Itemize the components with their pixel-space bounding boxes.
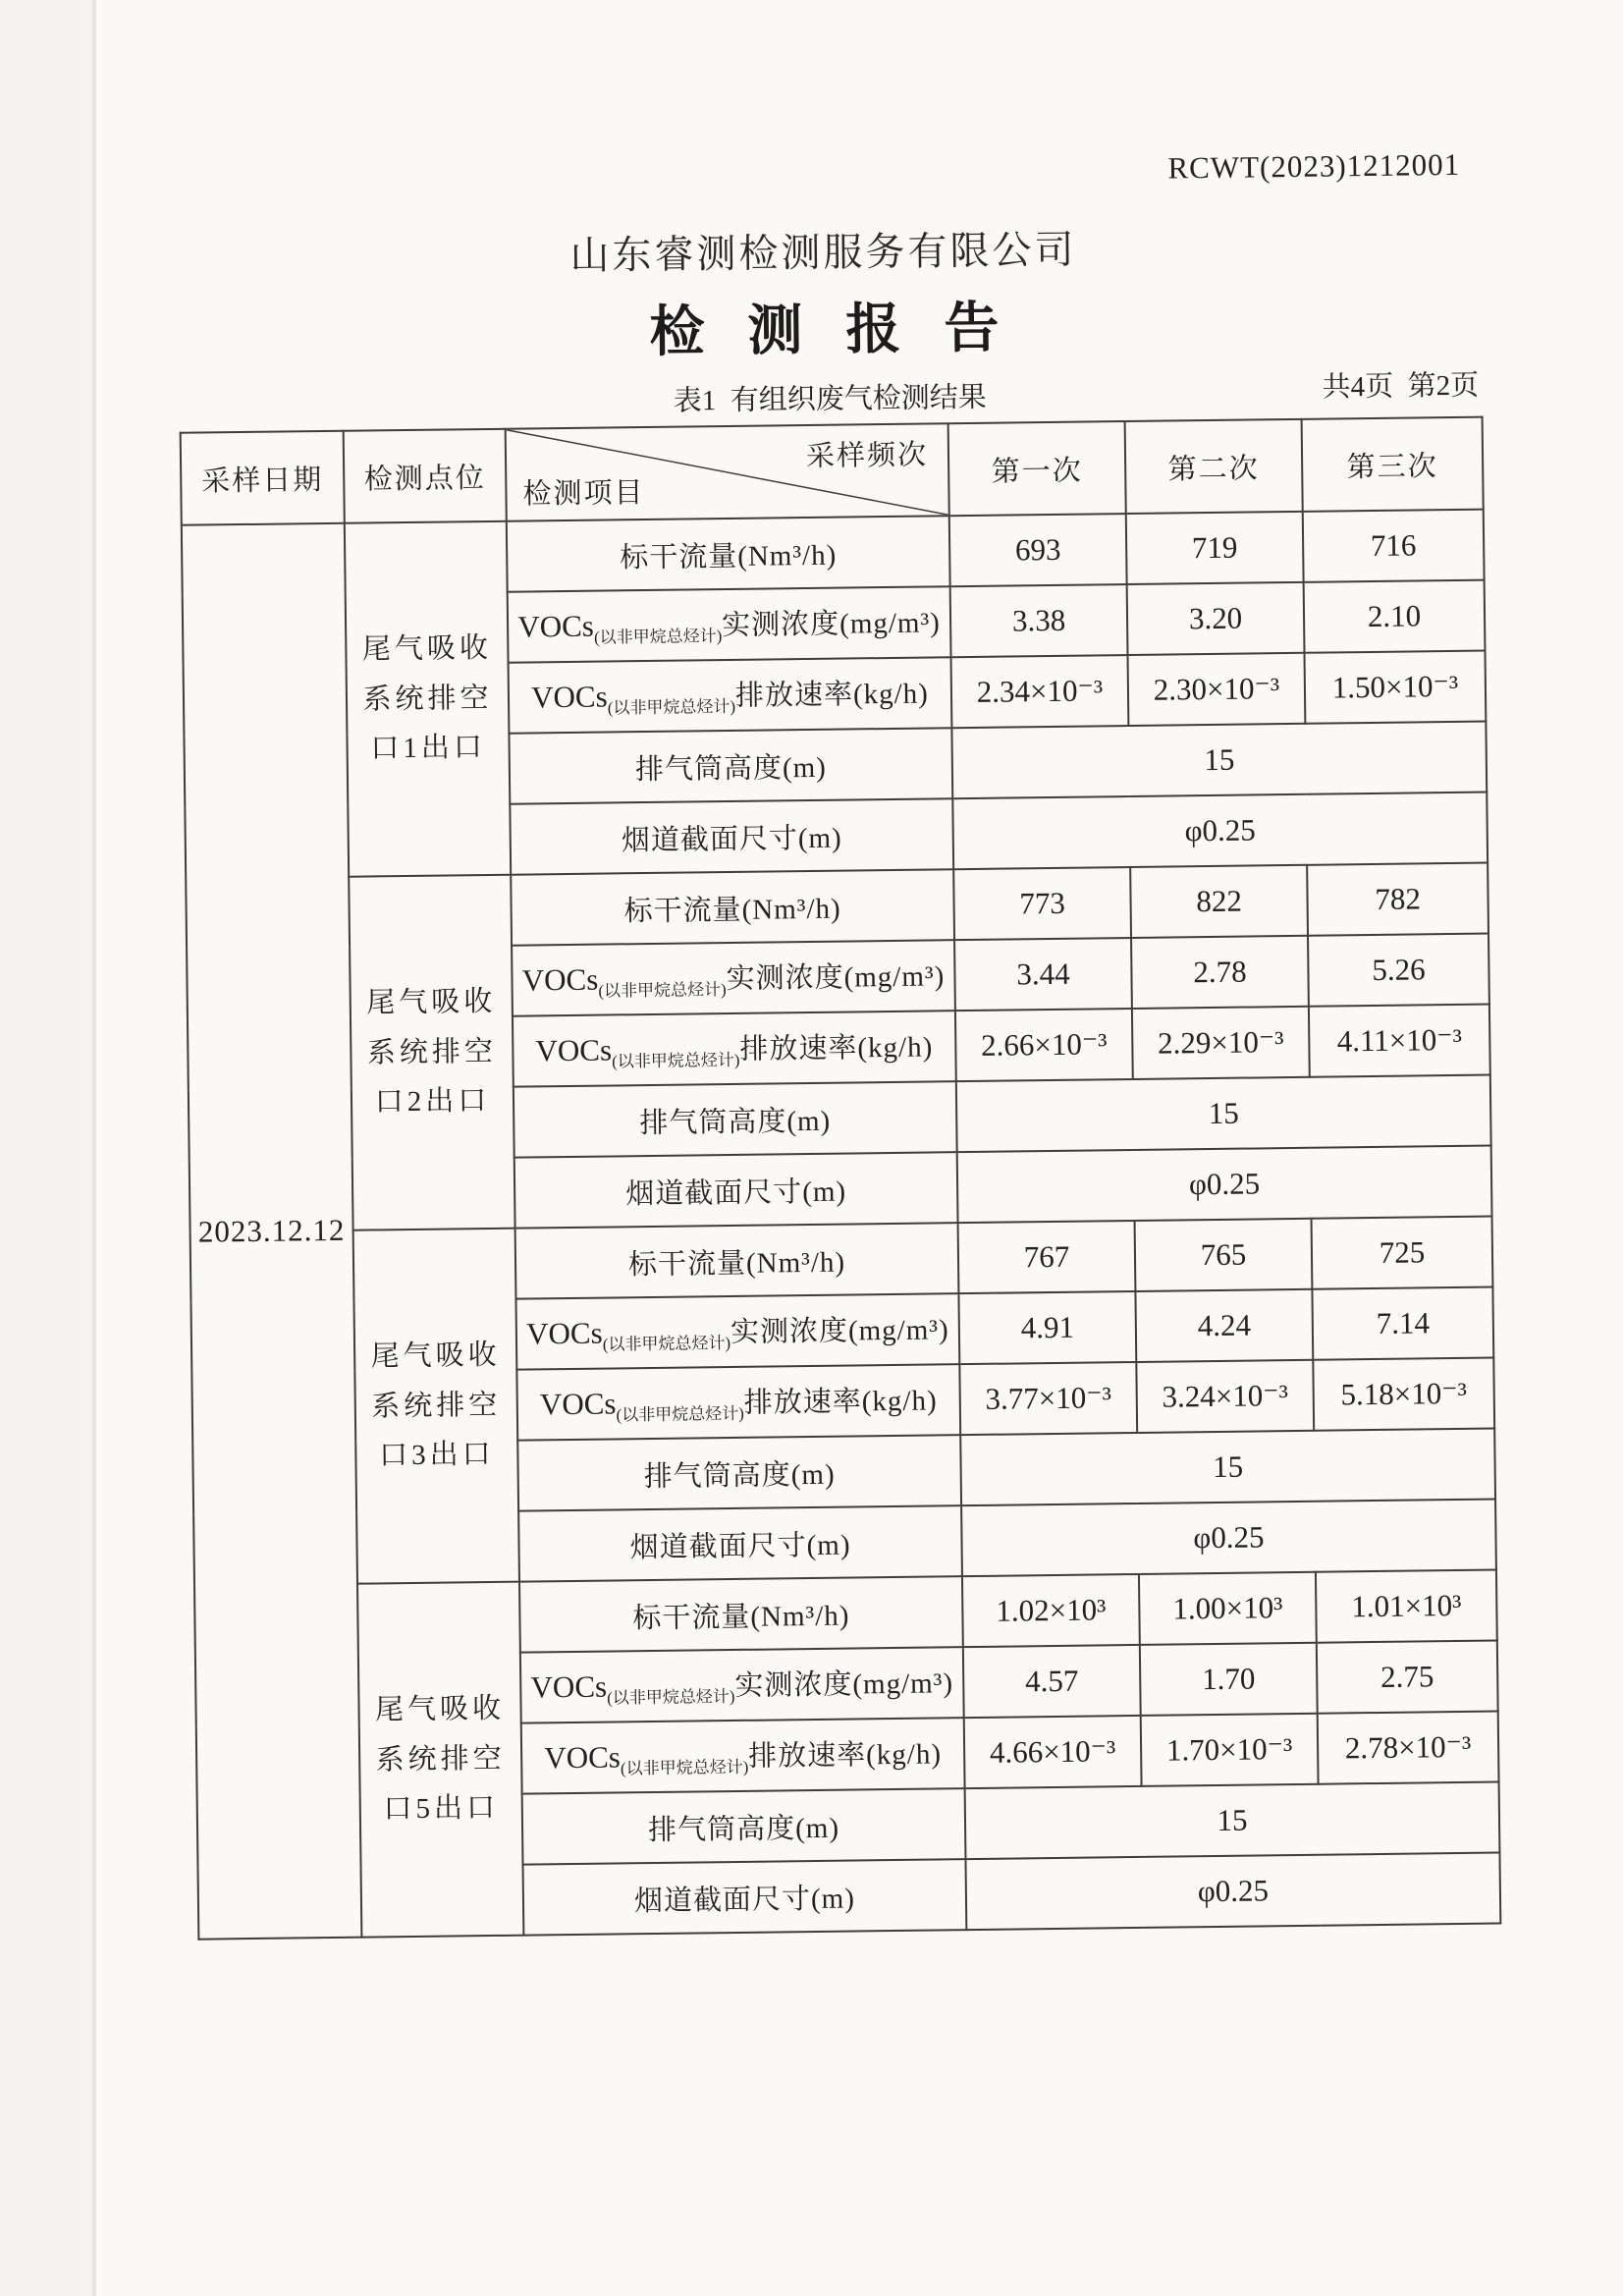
vocs-rate-label: VOCs$_{(以非甲烷总烃计)}$排放速率(kg/h) bbox=[509, 657, 952, 734]
value-cell: 5.26 bbox=[1308, 934, 1489, 1007]
value-cell: 2.78 bbox=[1131, 936, 1309, 1009]
value-cell: 719 bbox=[1126, 512, 1304, 584]
value-cell: 782 bbox=[1307, 863, 1488, 936]
value-cell: 7.14 bbox=[1312, 1287, 1493, 1360]
value-cell: 2.29×10⁻³ bbox=[1132, 1007, 1310, 1079]
flow-label: 标干流量(Nm³/h) bbox=[515, 1223, 959, 1299]
value-cell: 716 bbox=[1303, 510, 1485, 582]
results-table bbox=[180, 416, 1502, 1941]
value-cell: 2.10 bbox=[1304, 580, 1486, 653]
value-cell: 2.34×10⁻³ bbox=[951, 655, 1129, 728]
value-cell: 4.24 bbox=[1135, 1289, 1313, 1362]
value-cell: 5.18×10⁻³ bbox=[1313, 1358, 1494, 1431]
value-cell: 693 bbox=[949, 514, 1127, 586]
merged-value-cell: φ0.25 bbox=[961, 1500, 1496, 1577]
report-number: RCWT(2023)1212001 bbox=[1167, 146, 1461, 186]
value-cell: 3.24×10⁻³ bbox=[1136, 1360, 1314, 1433]
vocs-concentration-label: VOCs$_{(以非甲烷总烃计)}$实测浓度(mg/m³) bbox=[520, 1647, 964, 1723]
sample-date-cell: 2023.12.12 bbox=[182, 523, 362, 1940]
value-cell: 822 bbox=[1130, 865, 1308, 938]
merged-value-cell: φ0.25 bbox=[952, 793, 1488, 870]
vocs-concentration-label: VOCs$_{(以非甲烷总烃计)}$实测浓度(mg/m³) bbox=[508, 586, 951, 663]
header-sample-date: 采样日期 bbox=[181, 431, 345, 525]
test-point-cell-3: 尾气吸收 系统排空 口3出口 bbox=[353, 1229, 519, 1584]
value-cell: 3.38 bbox=[950, 584, 1128, 657]
table-caption-row bbox=[179, 369, 1481, 424]
flow-label: 标干流量(Nm³/h) bbox=[507, 516, 950, 592]
duct-size-label: 烟道截面尺寸(m) bbox=[510, 798, 953, 875]
merged-value-cell: 15 bbox=[965, 1781, 1500, 1859]
header-test-item: 检测项目 bbox=[522, 477, 645, 511]
table-caption: 表1 有组织废气检测结果 bbox=[673, 381, 987, 417]
merged-value-cell: 15 bbox=[951, 722, 1487, 799]
stack-height-label: 排气筒高度(m) bbox=[514, 1081, 957, 1158]
vocs-rate-label: VOCs$_{(以非甲烷总烃计)}$排放速率(kg/h) bbox=[516, 1364, 960, 1441]
vocs-rate-label: VOCs$_{(以非甲烷总烃计)}$排放速率(kg/h) bbox=[513, 1011, 956, 1087]
duct-size-label: 烟道截面尺寸(m) bbox=[514, 1152, 958, 1229]
test-point-cell-2: 尾气吸收 系统排空 口2出口 bbox=[349, 875, 514, 1230]
value-cell: 3.20 bbox=[1127, 582, 1305, 655]
merged-value-cell: 15 bbox=[960, 1429, 1495, 1506]
value-cell: 1.02×10³ bbox=[962, 1574, 1140, 1647]
value-cell: 4.91 bbox=[958, 1291, 1136, 1364]
value-cell: 2.75 bbox=[1317, 1640, 1498, 1713]
value-cell: 3.44 bbox=[954, 938, 1132, 1011]
value-cell: 773 bbox=[953, 867, 1131, 940]
vocs-rate-label: VOCs$_{(以非甲烷总烃计)}$排放速率(kg/h) bbox=[521, 1718, 965, 1794]
value-cell: 2.30×10⁻³ bbox=[1128, 653, 1306, 726]
value-cell: 767 bbox=[958, 1221, 1136, 1293]
value-cell: 2.66×10⁻³ bbox=[955, 1009, 1133, 1081]
header-run-3: 第三次 bbox=[1302, 417, 1484, 512]
value-cell: 3.77×10⁻³ bbox=[959, 1362, 1137, 1435]
flow-label: 标干流量(Nm³/h) bbox=[519, 1576, 963, 1653]
value-cell: 1.70×10⁻³ bbox=[1141, 1714, 1319, 1786]
header-run-1: 第一次 bbox=[948, 421, 1126, 516]
value-cell: 725 bbox=[1312, 1217, 1493, 1289]
page-indicator: 共4页 第2页 bbox=[1322, 369, 1480, 404]
test-point-cell-5: 尾气吸收 系统排空 口5出口 bbox=[357, 1582, 523, 1938]
merged-value-cell: φ0.25 bbox=[957, 1146, 1492, 1224]
value-cell: 1.01×10³ bbox=[1316, 1570, 1497, 1643]
header-sampling-frequency: 采样频次 bbox=[805, 439, 929, 473]
company-name: 山东睿测检测服务有限公司 bbox=[569, 228, 1077, 278]
value-cell: 1.00×10³ bbox=[1139, 1572, 1317, 1645]
stack-height-label: 排气筒高度(m) bbox=[522, 1788, 966, 1865]
value-cell: 4.57 bbox=[963, 1645, 1141, 1718]
vocs-concentration-label: VOCs$_{(以非甲烷总烃计)}$实测浓度(mg/m³) bbox=[512, 940, 955, 1016]
value-cell: 4.66×10⁻³ bbox=[964, 1716, 1142, 1788]
header-row bbox=[181, 417, 1484, 525]
duct-size-label: 烟道截面尺寸(m) bbox=[523, 1859, 967, 1936]
value-cell: 2.78×10⁻³ bbox=[1318, 1711, 1499, 1783]
value-cell: 765 bbox=[1135, 1219, 1313, 1291]
flow-label: 标干流量(Nm³/h) bbox=[511, 869, 954, 946]
merged-value-cell: φ0.25 bbox=[965, 1852, 1500, 1930]
report-title: 检测报告 bbox=[649, 296, 1043, 362]
stack-height-label: 排气筒高度(m) bbox=[517, 1435, 961, 1511]
stack-height-label: 排气筒高度(m) bbox=[509, 728, 952, 804]
vocs-concentration-label: VOCs$_{(以非甲烷总烃计)}$实测浓度(mg/m³) bbox=[515, 1293, 959, 1370]
value-cell: 1.70 bbox=[1140, 1643, 1318, 1716]
value-cell: 4.11×10⁻³ bbox=[1309, 1005, 1490, 1077]
header-diagonal-cell bbox=[506, 423, 949, 521]
header-test-point: 检测点位 bbox=[344, 429, 507, 523]
test-point-cell-1: 尾气吸收 系统排空 口1出口 bbox=[345, 521, 511, 877]
value-cell: 1.50×10⁻³ bbox=[1304, 651, 1486, 724]
header-run-2: 第二次 bbox=[1125, 419, 1303, 514]
duct-size-label: 烟道截面尺寸(m) bbox=[518, 1505, 962, 1582]
merged-value-cell: 15 bbox=[956, 1075, 1491, 1153]
